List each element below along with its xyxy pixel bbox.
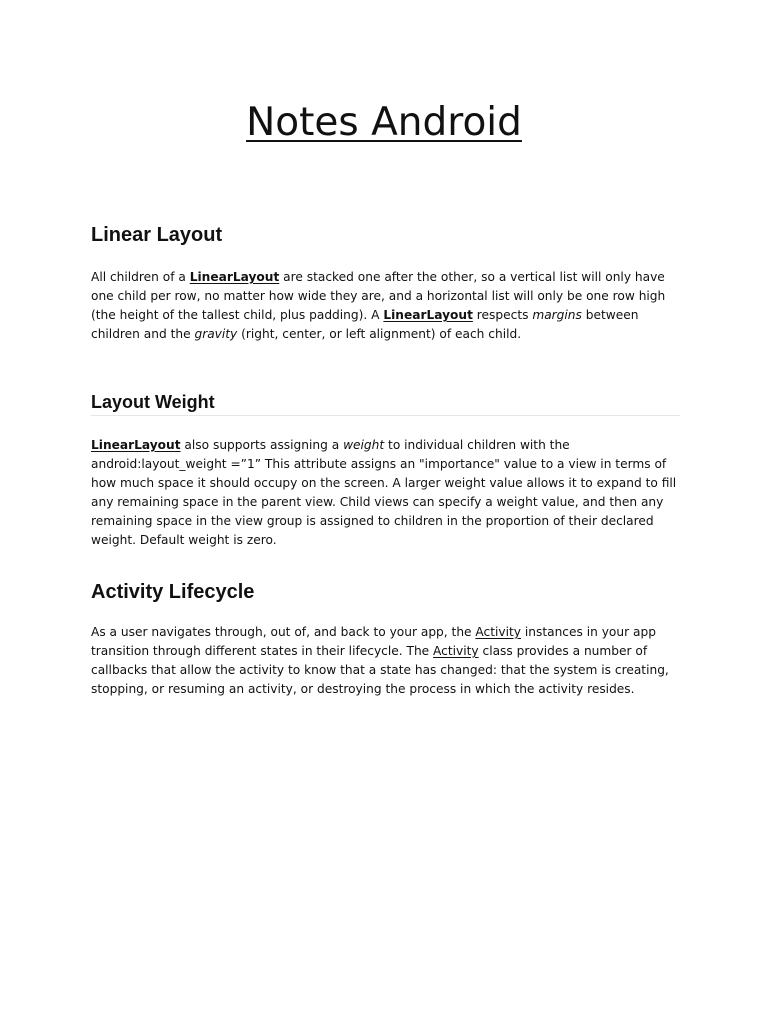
document-title-text: Notes Android (246, 100, 522, 145)
text-run: also supports assigning a (180, 438, 344, 452)
heading-linear-layout: Linear Layout (91, 224, 223, 246)
linearlayout-link[interactable]: LinearLayout (91, 438, 181, 452)
emphasis-weight: weight (343, 438, 385, 452)
text-run: All children of a (91, 270, 190, 284)
text-run: are stacked one after the other, so a vertical list will only have one child per row, no matter how wide they are, and a horizontal list will only be one row high (the height of the tallest child, plus padding). A (91, 270, 666, 322)
heading-divider (91, 415, 680, 416)
paragraph-layout-weight (91, 436, 681, 550)
code-layout-weight: android:layout_weight (91, 457, 227, 471)
text-run: class provides a number of callbacks that allow the activity to know that a state has changed: that the system is creating, stopping, or resuming an activity, or destroying the process in which the activity resides. (91, 644, 669, 696)
text-run: between children and the (91, 308, 639, 341)
emphasis-margins: margins (532, 308, 582, 322)
text-run: =”1” This attribute assigns an "importance" value to a view in terms of how much space it should occupy on the screen. A larger weight value allows it to expand to fill any remaining space in the parent view. Child views can specify a weight value, and then any remaining space in the view group is assigned to children in the proportion of their declared weight. Default weight is zero. (91, 457, 677, 547)
heading-layout-weight: Layout Weight (91, 392, 215, 412)
text-run: As a user navigates through, out of, and back to your app, the (91, 625, 476, 639)
document-title (0, 96, 768, 150)
activity-link[interactable]: Activity (433, 644, 479, 658)
text-run: instances in your app transition through different states in their lifecycle. The (91, 625, 656, 658)
paragraph-linear-layout (91, 268, 681, 344)
paragraph-activity-lifecycle (91, 623, 681, 699)
linearlayout-link[interactable]: LinearLayout (189, 270, 280, 284)
linearlayout-link[interactable]: LinearLayout (383, 308, 473, 322)
activity-link[interactable]: Activity (475, 625, 521, 639)
text-run: respects (472, 308, 533, 322)
emphasis-gravity: gravity (194, 327, 238, 341)
text-run: (right, center, or left alignment) of each child. (237, 327, 522, 341)
heading-activity-lifecycle: Activity Lifecycle (91, 581, 255, 603)
text-run: to individual children with the (384, 438, 570, 452)
